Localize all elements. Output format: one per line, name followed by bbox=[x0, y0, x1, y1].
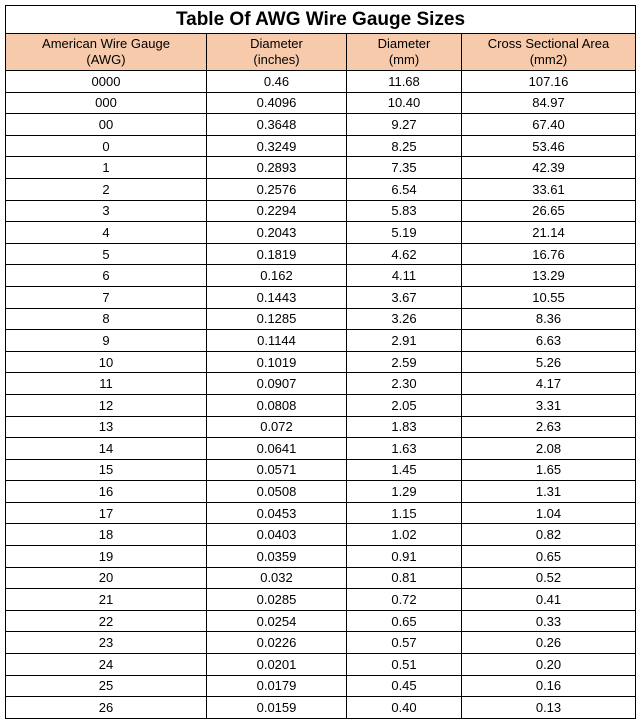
header-diameter-mm-line2: (mm) bbox=[388, 52, 420, 67]
diameter-mm-cell: 0.81 bbox=[347, 567, 462, 589]
area-cell: 21.14 bbox=[462, 222, 636, 244]
diameter-inches-cell: 0.1019 bbox=[207, 351, 347, 373]
awg-cell: 21 bbox=[6, 589, 207, 611]
awg-cell: 10 bbox=[6, 351, 207, 373]
diameter-mm-cell: 1.83 bbox=[347, 416, 462, 438]
area-cell: 4.17 bbox=[462, 373, 636, 395]
diameter-inches-cell: 0.0359 bbox=[207, 546, 347, 568]
area-cell: 107.16 bbox=[462, 71, 636, 93]
title-row bbox=[6, 6, 636, 34]
awg-cell: 8 bbox=[6, 308, 207, 330]
diameter-mm-cell: 0.51 bbox=[347, 654, 462, 676]
table-row bbox=[6, 416, 636, 438]
table-row bbox=[6, 459, 636, 481]
diameter-mm-cell: 2.59 bbox=[347, 351, 462, 373]
diameter-mm-cell: 5.83 bbox=[347, 200, 462, 222]
diameter-mm-cell: 1.63 bbox=[347, 438, 462, 460]
table-row bbox=[6, 351, 636, 373]
awg-cell: 26 bbox=[6, 697, 207, 719]
table-row bbox=[6, 675, 636, 697]
diameter-inches-cell: 0.4096 bbox=[207, 92, 347, 114]
diameter-inches-cell: 0.2294 bbox=[207, 200, 347, 222]
area-cell: 0.33 bbox=[462, 610, 636, 632]
diameter-inches-cell: 0.0285 bbox=[207, 589, 347, 611]
awg-cell: 19 bbox=[6, 546, 207, 568]
diameter-mm-cell: 1.45 bbox=[347, 459, 462, 481]
table-row bbox=[6, 589, 636, 611]
awg-cell: 16 bbox=[6, 481, 207, 503]
diameter-inches-cell: 0.0641 bbox=[207, 438, 347, 460]
area-cell: 3.31 bbox=[462, 394, 636, 416]
area-cell: 53.46 bbox=[462, 135, 636, 157]
area-cell: 0.52 bbox=[462, 567, 636, 589]
awg-cell: 20 bbox=[6, 567, 207, 589]
area-cell: 10.55 bbox=[462, 286, 636, 308]
diameter-inches-cell: 0.0201 bbox=[207, 654, 347, 676]
table-row bbox=[6, 394, 636, 416]
table-row bbox=[6, 71, 636, 93]
diameter-mm-cell: 0.65 bbox=[347, 610, 462, 632]
header-cross-sectional-area bbox=[462, 34, 636, 71]
area-cell: 2.63 bbox=[462, 416, 636, 438]
table-row bbox=[6, 546, 636, 568]
awg-cell: 0000 bbox=[6, 71, 207, 93]
awg-cell: 15 bbox=[6, 459, 207, 481]
table-row bbox=[6, 502, 636, 524]
table-row bbox=[6, 286, 636, 308]
diameter-mm-cell: 0.57 bbox=[347, 632, 462, 654]
header-cross-sectional-area-line1: Cross Sectional Area bbox=[487, 36, 610, 51]
diameter-inches-cell: 0.0808 bbox=[207, 394, 347, 416]
diameter-mm-cell: 3.26 bbox=[347, 308, 462, 330]
diameter-mm-cell: 4.62 bbox=[347, 243, 462, 265]
header-awg-line1: American Wire Gauge bbox=[42, 36, 170, 51]
area-cell: 0.16 bbox=[462, 675, 636, 697]
area-cell: 13.29 bbox=[462, 265, 636, 287]
awg-cell: 7 bbox=[6, 286, 207, 308]
area-cell: 67.40 bbox=[462, 114, 636, 136]
awg-cell: 1 bbox=[6, 157, 207, 179]
area-cell: 33.61 bbox=[462, 178, 636, 200]
diameter-inches-cell: 0.1285 bbox=[207, 308, 347, 330]
table-row bbox=[6, 524, 636, 546]
awg-cell: 23 bbox=[6, 632, 207, 654]
area-cell: 0.26 bbox=[462, 632, 636, 654]
awg-cell: 22 bbox=[6, 610, 207, 632]
diameter-mm-cell: 1.15 bbox=[347, 502, 462, 524]
diameter-mm-cell: 0.45 bbox=[347, 675, 462, 697]
diameter-mm-cell: 2.05 bbox=[347, 394, 462, 416]
awg-cell: 17 bbox=[6, 502, 207, 524]
awg-cell: 5 bbox=[6, 243, 207, 265]
area-cell: 2.08 bbox=[462, 438, 636, 460]
diameter-inches-cell: 0.1819 bbox=[207, 243, 347, 265]
table-row bbox=[6, 243, 636, 265]
diameter-inches-cell: 0.0226 bbox=[207, 632, 347, 654]
diameter-mm-cell: 2.91 bbox=[347, 330, 462, 352]
awg-cell: 11 bbox=[6, 373, 207, 395]
diameter-inches-cell: 0.3249 bbox=[207, 135, 347, 157]
awg-cell: 00 bbox=[6, 114, 207, 136]
awg-cell: 000 bbox=[6, 92, 207, 114]
table-row bbox=[6, 308, 636, 330]
diameter-mm-cell: 10.40 bbox=[347, 92, 462, 114]
table-row bbox=[6, 222, 636, 244]
table-title: Table Of AWG Wire Gauge Sizes bbox=[6, 6, 636, 34]
diameter-inches-cell: 0.0907 bbox=[207, 373, 347, 395]
header-diameter-inches-line1: Diameter bbox=[250, 36, 303, 51]
area-cell: 8.36 bbox=[462, 308, 636, 330]
area-cell: 0.41 bbox=[462, 589, 636, 611]
diameter-inches-cell: 0.3648 bbox=[207, 114, 347, 136]
header-awg bbox=[6, 34, 207, 71]
header-diameter-inches-line2: (inches) bbox=[253, 52, 300, 67]
table-row bbox=[6, 114, 636, 136]
diameter-inches-cell: 0.0403 bbox=[207, 524, 347, 546]
awg-cell: 9 bbox=[6, 330, 207, 352]
table-row bbox=[6, 481, 636, 503]
area-cell: 26.65 bbox=[462, 200, 636, 222]
table-row bbox=[6, 135, 636, 157]
area-cell: 1.31 bbox=[462, 481, 636, 503]
table-row bbox=[6, 632, 636, 654]
table-row bbox=[6, 178, 636, 200]
awg-cell: 24 bbox=[6, 654, 207, 676]
area-cell: 0.20 bbox=[462, 654, 636, 676]
diameter-mm-cell: 0.40 bbox=[347, 697, 462, 719]
area-cell: 1.65 bbox=[462, 459, 636, 481]
diameter-mm-cell: 7.35 bbox=[347, 157, 462, 179]
awg-cell: 3 bbox=[6, 200, 207, 222]
diameter-inches-cell: 0.0254 bbox=[207, 610, 347, 632]
awg-cell: 2 bbox=[6, 178, 207, 200]
awg-cell: 4 bbox=[6, 222, 207, 244]
area-cell: 5.26 bbox=[462, 351, 636, 373]
diameter-inches-cell: 0.0453 bbox=[207, 502, 347, 524]
area-cell: 42.39 bbox=[462, 157, 636, 179]
table-row bbox=[6, 610, 636, 632]
header-row bbox=[6, 34, 636, 71]
diameter-inches-cell: 0.0159 bbox=[207, 697, 347, 719]
diameter-inches-cell: 0.0508 bbox=[207, 481, 347, 503]
awg-cell: 0 bbox=[6, 135, 207, 157]
diameter-mm-cell: 8.25 bbox=[347, 135, 462, 157]
table-row bbox=[6, 330, 636, 352]
diameter-mm-cell: 11.68 bbox=[347, 71, 462, 93]
diameter-mm-cell: 4.11 bbox=[347, 265, 462, 287]
diameter-mm-cell: 6.54 bbox=[347, 178, 462, 200]
table-row bbox=[6, 567, 636, 589]
diameter-mm-cell: 9.27 bbox=[347, 114, 462, 136]
awg-table bbox=[5, 5, 636, 719]
diameter-inches-cell: 0.0571 bbox=[207, 459, 347, 481]
diameter-mm-cell: 1.29 bbox=[347, 481, 462, 503]
awg-cell: 12 bbox=[6, 394, 207, 416]
area-cell: 84.97 bbox=[462, 92, 636, 114]
table-body bbox=[6, 71, 636, 719]
diameter-mm-cell: 0.91 bbox=[347, 546, 462, 568]
diameter-inches-cell: 0.032 bbox=[207, 567, 347, 589]
diameter-inches-cell: 0.46 bbox=[207, 71, 347, 93]
awg-cell: 6 bbox=[6, 265, 207, 287]
diameter-inches-cell: 0.162 bbox=[207, 265, 347, 287]
area-cell: 16.76 bbox=[462, 243, 636, 265]
diameter-inches-cell: 0.1144 bbox=[207, 330, 347, 352]
header-diameter-mm bbox=[347, 34, 462, 71]
awg-cell: 25 bbox=[6, 675, 207, 697]
diameter-mm-cell: 2.30 bbox=[347, 373, 462, 395]
area-cell: 6.63 bbox=[462, 330, 636, 352]
header-awg-line2: (AWG) bbox=[86, 52, 126, 67]
diameter-mm-cell: 0.72 bbox=[347, 589, 462, 611]
awg-cell: 13 bbox=[6, 416, 207, 438]
diameter-inches-cell: 0.2893 bbox=[207, 157, 347, 179]
table-row bbox=[6, 92, 636, 114]
table-row bbox=[6, 438, 636, 460]
table-row bbox=[6, 654, 636, 676]
table-row bbox=[6, 157, 636, 179]
header-cross-sectional-area-line2: (mm2) bbox=[529, 52, 568, 67]
diameter-mm-cell: 1.02 bbox=[347, 524, 462, 546]
diameter-mm-cell: 5.19 bbox=[347, 222, 462, 244]
header-diameter-inches bbox=[207, 34, 347, 71]
awg-table-container bbox=[5, 5, 635, 719]
diameter-mm-cell: 3.67 bbox=[347, 286, 462, 308]
header-diameter-mm-line1: Diameter bbox=[377, 36, 431, 51]
table-row bbox=[6, 697, 636, 719]
table-row bbox=[6, 373, 636, 395]
area-cell: 0.65 bbox=[462, 546, 636, 568]
diameter-inches-cell: 0.2576 bbox=[207, 178, 347, 200]
table-row bbox=[6, 200, 636, 222]
awg-cell: 14 bbox=[6, 438, 207, 460]
table-row bbox=[6, 265, 636, 287]
diameter-inches-cell: 0.072 bbox=[207, 416, 347, 438]
area-cell: 1.04 bbox=[462, 502, 636, 524]
diameter-inches-cell: 0.0179 bbox=[207, 675, 347, 697]
diameter-inches-cell: 0.2043 bbox=[207, 222, 347, 244]
area-cell: 0.82 bbox=[462, 524, 636, 546]
area-cell: 0.13 bbox=[462, 697, 636, 719]
diameter-inches-cell: 0.1443 bbox=[207, 286, 347, 308]
awg-cell: 18 bbox=[6, 524, 207, 546]
